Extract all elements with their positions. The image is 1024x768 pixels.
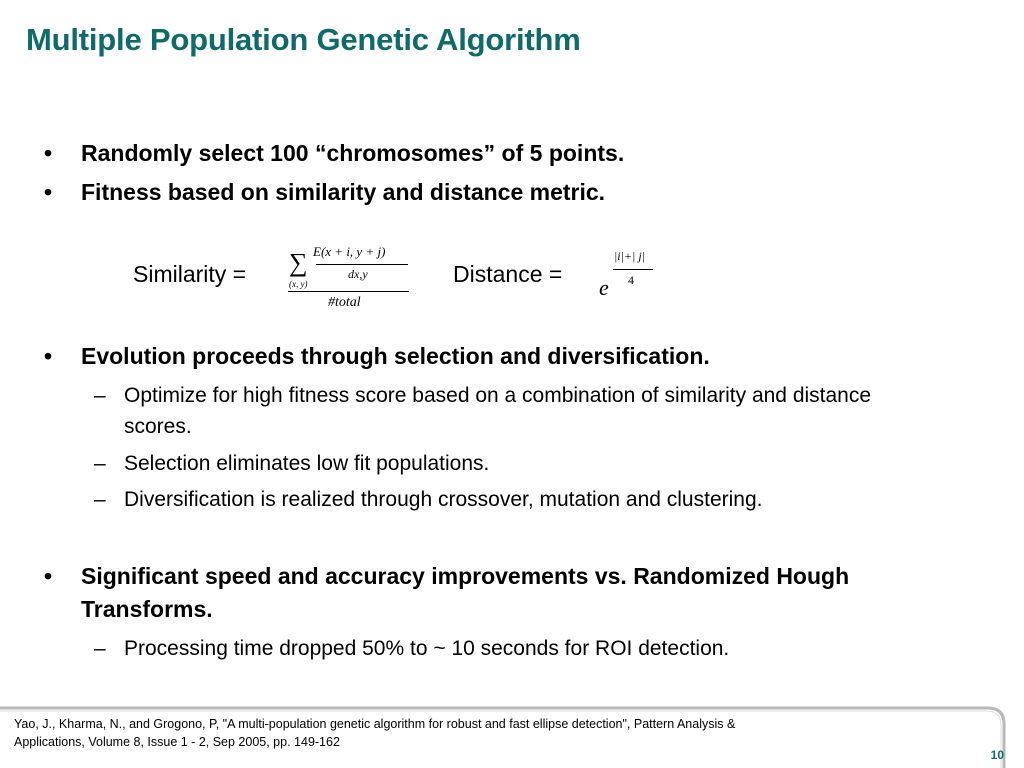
- bullet-marker: •: [44, 343, 53, 369]
- bullet-text: Randomly select 100 “chromosomes” of 5 points.: [81, 140, 625, 166]
- distance-exp-denominator: 4: [628, 273, 634, 287]
- sub-bullet-text: Optimize for high fitness score based on a combination of similarity and distance scores.: [124, 384, 872, 438]
- sub-bullet-item: [94, 380, 944, 442]
- outer-fraction-bar: [288, 291, 409, 292]
- distance-label: Distance =: [453, 261, 563, 287]
- sum-index: (x, y): [289, 279, 308, 289]
- slide-title: Multiple Population Genetic Algorithm: [26, 22, 581, 57]
- similarity-inner-denominator: dx,y: [348, 267, 368, 281]
- inner-fraction-bar: [316, 264, 408, 265]
- similarity-numerator: E(x + i, y + j): [313, 244, 386, 259]
- bullet-text: Evolution proceeds through selection and diversification.: [81, 343, 710, 369]
- sub-bullet-text: Processing time dropped 50% to ~ 10 seconds for ROI detection.: [124, 637, 730, 660]
- sub-bullet-text: Diversification is realized through crossover, mutation and clustering.: [124, 488, 763, 511]
- sum-symbol-icon: ∑: [289, 248, 308, 277]
- exp-fraction-bar: [613, 269, 653, 270]
- distance-base: e: [599, 275, 609, 300]
- bullet-marker: •: [44, 140, 53, 166]
- bullet-item: [44, 137, 944, 170]
- dash-marker: –: [94, 384, 106, 407]
- sub-bullet-text: Selection eliminates low fit populations.: [124, 452, 490, 475]
- bullet-item: [44, 176, 944, 209]
- bullet-text: Significant speed and accuracy improvements vs. Randomized Hough Transforms.: [81, 563, 850, 622]
- sub-bullet-item: [94, 633, 944, 664]
- bullet-item: [44, 340, 944, 373]
- dash-marker: –: [94, 488, 106, 511]
- sub-bullet-item: [94, 448, 944, 479]
- bullet-item: [44, 560, 944, 626]
- dash-marker: –: [94, 452, 106, 475]
- distance-exp-numerator: |i|+| j|: [614, 249, 645, 263]
- bullet-marker: •: [44, 179, 53, 205]
- similarity-denominator: #total: [328, 295, 361, 310]
- footer-citation: Yao, J., Kharma, N., and Grogono, P, "A multi-population genetic algorithm for robust and fast ellipse detection", Pattern Analysis & Applications, Volume 8, Issue 1 - 2, Sep 2005, pp. 149-162: [14, 717, 736, 749]
- sub-bullet-item: [94, 484, 944, 515]
- bullet-text: Fitness based on similarity and distance metric.: [81, 179, 606, 205]
- page-number: 10: [990, 748, 1004, 762]
- bullet-marker: •: [44, 563, 53, 589]
- similarity-label: Similarity =: [133, 261, 247, 287]
- dash-marker: –: [94, 637, 106, 660]
